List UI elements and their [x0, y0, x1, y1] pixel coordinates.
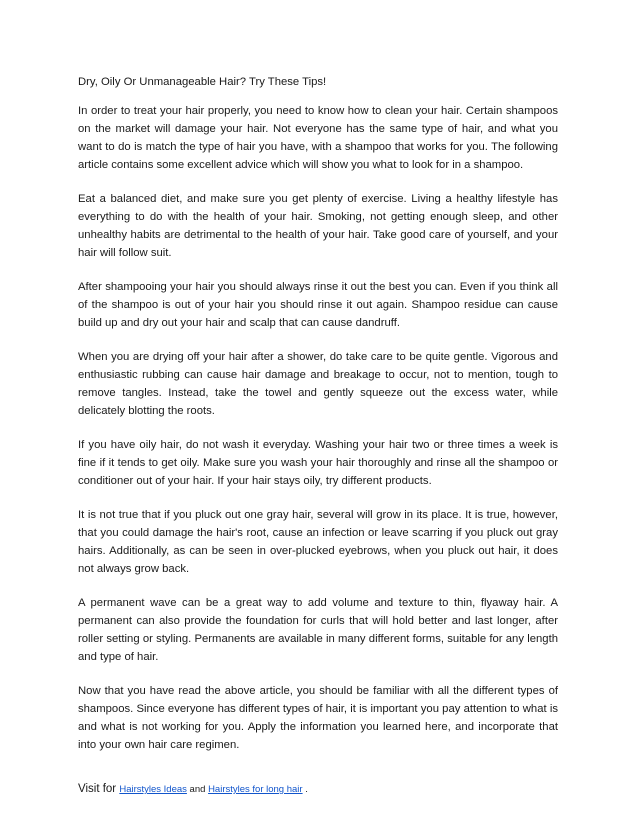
paragraph-7: A permanent wave can be a great way to add volume and texture to thin, flyaway hair. A permanent can also provide the foundation for curls that will hold better and last longer, after roller setting or styling. Permanents are available in many different forms, suitable for any length and type of hair. [78, 597, 558, 663]
paragraph-5: If you have oily hair, do not wash it everyday. Washing your hair two or three times a week is fine if it tends to get oily. Make sure you wash your hair thoroughly and rinse all the shampoo or conditioner out of your hair. If your hair stays oily, try different products. [78, 439, 558, 487]
paragraph-4: When you are drying off your hair after a shower, do take care to be quite gentle. Vigorous and enthusiastic rubbing can cause hair damage and breakage to occur, not to mention, tough to remove tangles. Instead, take the towel and gently squeeze out the excess water, while delicately blotting the roots. [78, 351, 558, 417]
footer-prefix: Visit for [78, 783, 120, 795]
footer-between: and [186, 784, 209, 795]
paragraph-2: Eat a balanced diet, and make sure you get plenty of exercise. Living a healthy lifestyle has everything to do with the health of your hair. Smoking, not getting enough sleep, and other unhealthy habits are detrimental to the health of your hair. Take good care of yourself, and your hair will follow suit. [78, 193, 558, 259]
footer-suffix: . [302, 784, 308, 795]
paragraph-8: Now that you have read the above article, you should be familiar with all the different types of shampoos. Since everyone has different types of hair, it is important you pay attention to what is and what is not working for you. Apply the information you learned here, and incorporate that into your own hair care regimen. [78, 685, 558, 751]
document-title: Dry, Oily Or Unmanageable Hair? Try These Tips! [78, 76, 327, 88]
paragraph-1: In order to treat your hair properly, you need to know how to clean your hair. Certain shampoos on the market will damage your hair. Not everyone has the same type of hair, and what you want to do is match the type of hair you have, with a shampoo that works for you. The following article contains some excellent advice which will show you what to look for in a shampoo. [78, 105, 558, 171]
paragraph-6: It is not true that if you pluck out one gray hair, several will grow in its place. It is true, however, that you could damage the hair's root, cause an infection or leave scarring if you pluck out gray hairs. Additionally, as can be seen in over-plucked eyebrows, when you pluck out hair, it does not always grow back. [78, 509, 558, 575]
paragraph-3: After shampooing your hair you should always rinse it out the best you can. Even if you think all of the shampoo is out of your hair you should rinse it out again. Shampoo residue can cause build up and dry out your hair and scalp that can cause dandruff. [78, 281, 558, 329]
footer-line [78, 780, 558, 799]
document-page [78, 73, 558, 799]
hairstyles-long-hair-link[interactable]: Hairstyles for long hair [208, 784, 303, 795]
hairstyles-ideas-link[interactable]: Hairstyles Ideas [119, 784, 187, 795]
